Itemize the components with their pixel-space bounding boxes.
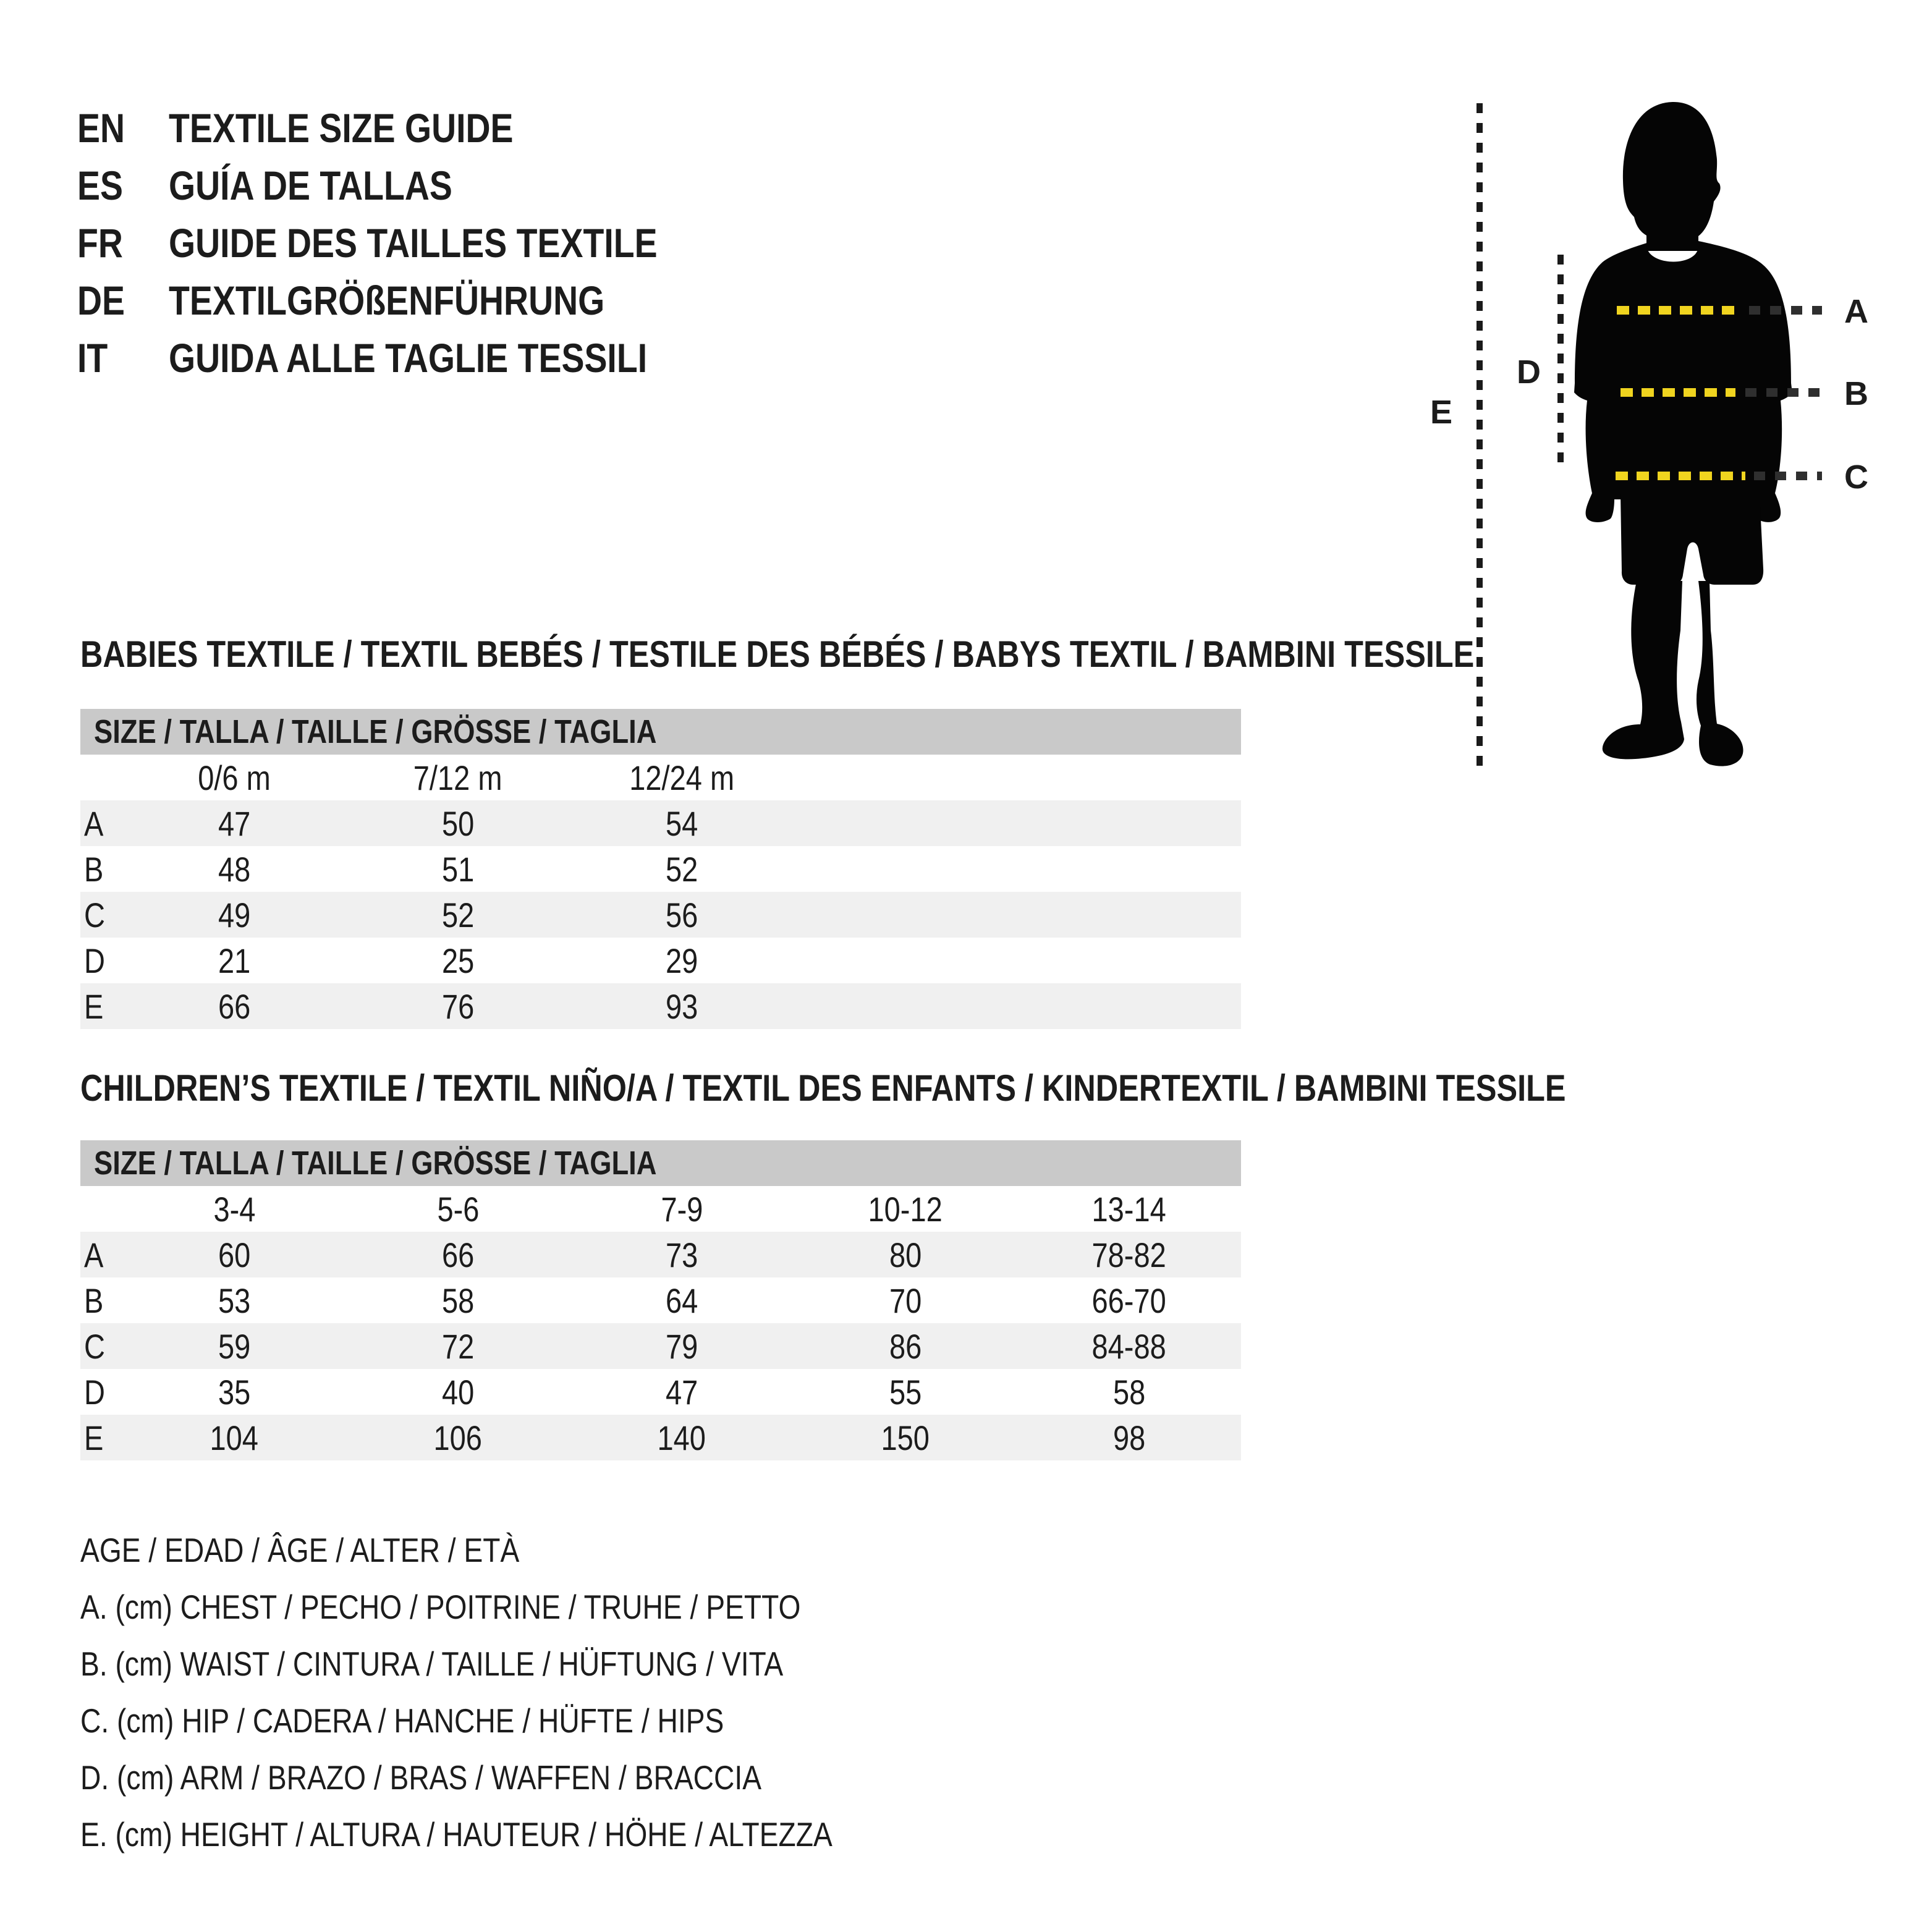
language-row xyxy=(77,99,750,156)
child-silhouette-diagram xyxy=(1419,87,1932,791)
table-cell: 53 xyxy=(218,1281,251,1320)
language-header-block xyxy=(77,99,750,386)
table-cell: 64 xyxy=(665,1281,698,1320)
children-col-header: 10-12 xyxy=(868,1189,943,1229)
table-cell: 73 xyxy=(665,1235,698,1274)
children-col-header: 5-6 xyxy=(437,1189,479,1229)
babies-column-header-row xyxy=(80,755,1241,800)
table-cell: 51 xyxy=(441,849,475,889)
table-cell: 78-82 xyxy=(1091,1235,1167,1274)
table-cell: 25 xyxy=(441,941,475,980)
table-row xyxy=(80,1369,1241,1415)
table-row xyxy=(80,1323,1241,1369)
babies-col-header: 12/24 m xyxy=(629,758,734,797)
children-section-title: CHILDREN’S TEXTILE / TEXTIL NIÑO/A / TEXTIL DES ENFANTS / KINDERTEXTIL / BAMBINI TESSILE xyxy=(80,1067,1566,1109)
measure-label-d: D xyxy=(1517,354,1541,391)
babies-size-header-bar: SIZE / TALLA / TAILLE / GRÖSSE / TAGLIA xyxy=(80,709,1241,755)
children-column-header-row xyxy=(80,1186,1241,1232)
table-cell: 140 xyxy=(657,1418,706,1457)
table-row xyxy=(80,1277,1241,1323)
babies-section-title: BABIES TEXTILE / TEXTIL BEBÉS / TESTILE DES BÉBÉS / BABYS TEXTIL / BAMBINI TESSILE xyxy=(80,633,1475,675)
row-label: D xyxy=(84,941,105,980)
row-label: B xyxy=(84,849,104,889)
table-cell: 86 xyxy=(889,1326,922,1366)
table-cell: 80 xyxy=(889,1235,922,1274)
measure-label-c: C xyxy=(1844,459,1868,496)
children-col-header: 3-4 xyxy=(213,1189,255,1229)
language-row xyxy=(77,271,750,329)
table-cell: 72 xyxy=(441,1326,475,1366)
table-cell: 29 xyxy=(665,941,698,980)
language-title: GUIDE DES TAILLES TEXTILE xyxy=(169,219,658,266)
table-cell: 52 xyxy=(441,895,475,934)
row-label: E xyxy=(84,1418,104,1457)
measure-label-b: B xyxy=(1844,375,1868,412)
table-cell: 54 xyxy=(665,803,698,843)
table-row xyxy=(80,938,1241,983)
language-code: IT xyxy=(77,334,108,381)
legend-line: E. (cm) HEIGHT / ALTURA / HAUTEUR / HÖHE / ALTEZZA xyxy=(80,1815,833,1854)
row-label: B xyxy=(84,1281,104,1320)
table-cell: 58 xyxy=(441,1281,475,1320)
table-cell: 55 xyxy=(889,1372,922,1412)
table-cell: 50 xyxy=(441,803,475,843)
children-size-header-bar: SIZE / TALLA / TAILLE / GRÖSSE / TAGLIA xyxy=(80,1140,1241,1186)
babies-col-header: 7/12 m xyxy=(413,758,502,797)
row-label: A xyxy=(84,1235,104,1274)
babies-col-header: 0/6 m xyxy=(198,758,271,797)
table-row xyxy=(80,892,1241,938)
measurement-figure xyxy=(1419,87,1932,791)
row-label: C xyxy=(84,895,105,934)
language-title: TEXTILE SIZE GUIDE xyxy=(169,104,514,151)
table-cell: 66 xyxy=(441,1235,475,1274)
legend-line: C. (cm) HIP / CADERA / HANCHE / HÜFTE / HIPS xyxy=(80,1701,724,1740)
legend-line: D. (cm) ARM / BRAZO / BRAS / WAFFEN / BRACCIA xyxy=(80,1758,762,1797)
language-code: ES xyxy=(77,162,123,208)
table-cell: 66 xyxy=(218,986,251,1026)
legend-line: A. (cm) CHEST / PECHO / POITRINE / TRUHE / PETTO xyxy=(80,1588,801,1626)
language-title: TEXTILGRÖßENFÜHRUNG xyxy=(169,277,605,323)
table-cell: 84-88 xyxy=(1091,1326,1167,1366)
table-row xyxy=(80,846,1241,892)
language-row xyxy=(77,329,750,386)
children-col-header: 13-14 xyxy=(1091,1189,1167,1229)
table-row xyxy=(80,1232,1241,1277)
table-cell: 79 xyxy=(665,1326,698,1366)
language-code: EN xyxy=(77,104,125,151)
measure-label-a: A xyxy=(1844,293,1868,330)
table-cell: 47 xyxy=(665,1372,698,1412)
babies-size-table xyxy=(80,709,1241,1029)
table-cell: 106 xyxy=(433,1418,483,1457)
table-cell: 104 xyxy=(210,1418,259,1457)
table-row xyxy=(80,1415,1241,1460)
row-label: A xyxy=(84,803,104,843)
silhouette-shorts xyxy=(1621,494,1763,585)
table-row xyxy=(80,983,1241,1029)
table-cell: 76 xyxy=(441,986,475,1026)
table-cell: 59 xyxy=(218,1326,251,1366)
table-cell: 98 xyxy=(1112,1418,1146,1457)
row-label: E xyxy=(84,986,104,1026)
language-title: GUIDA ALLE TAGLIE TESSILI xyxy=(169,334,648,381)
table-cell: 60 xyxy=(218,1235,251,1274)
measurement-legend xyxy=(80,1522,976,1863)
measure-label-e: E xyxy=(1430,394,1453,431)
row-label: C xyxy=(84,1326,105,1366)
language-row xyxy=(77,214,750,271)
table-cell: 35 xyxy=(218,1372,251,1412)
legend-line: AGE / EDAD / ÂGE / ALTER / ETÀ xyxy=(80,1531,520,1569)
table-cell: 21 xyxy=(218,941,251,980)
children-col-header: 7-9 xyxy=(661,1189,703,1229)
language-row xyxy=(77,156,750,214)
language-title: GUÍA DE TALLAS xyxy=(169,162,452,208)
children-size-table xyxy=(80,1140,1241,1460)
row-label: D xyxy=(84,1372,105,1412)
table-cell: 56 xyxy=(665,895,698,934)
language-code: DE xyxy=(77,277,125,323)
table-cell: 58 xyxy=(1112,1372,1146,1412)
language-code: FR xyxy=(77,219,123,266)
table-cell: 93 xyxy=(665,986,698,1026)
table-cell: 48 xyxy=(218,849,251,889)
table-cell: 70 xyxy=(889,1281,922,1320)
silhouette-head xyxy=(1623,102,1721,251)
table-cell: 47 xyxy=(218,803,251,843)
table-cell: 66-70 xyxy=(1091,1281,1167,1320)
table-cell: 40 xyxy=(441,1372,475,1412)
legend-line: B. (cm) WAIST / CINTURA / TAILLE / HÜFTUNG / VITA xyxy=(80,1645,784,1683)
table-cell: 49 xyxy=(218,895,251,934)
table-cell: 150 xyxy=(881,1418,930,1457)
table-cell: 52 xyxy=(665,849,698,889)
table-row xyxy=(80,800,1241,846)
